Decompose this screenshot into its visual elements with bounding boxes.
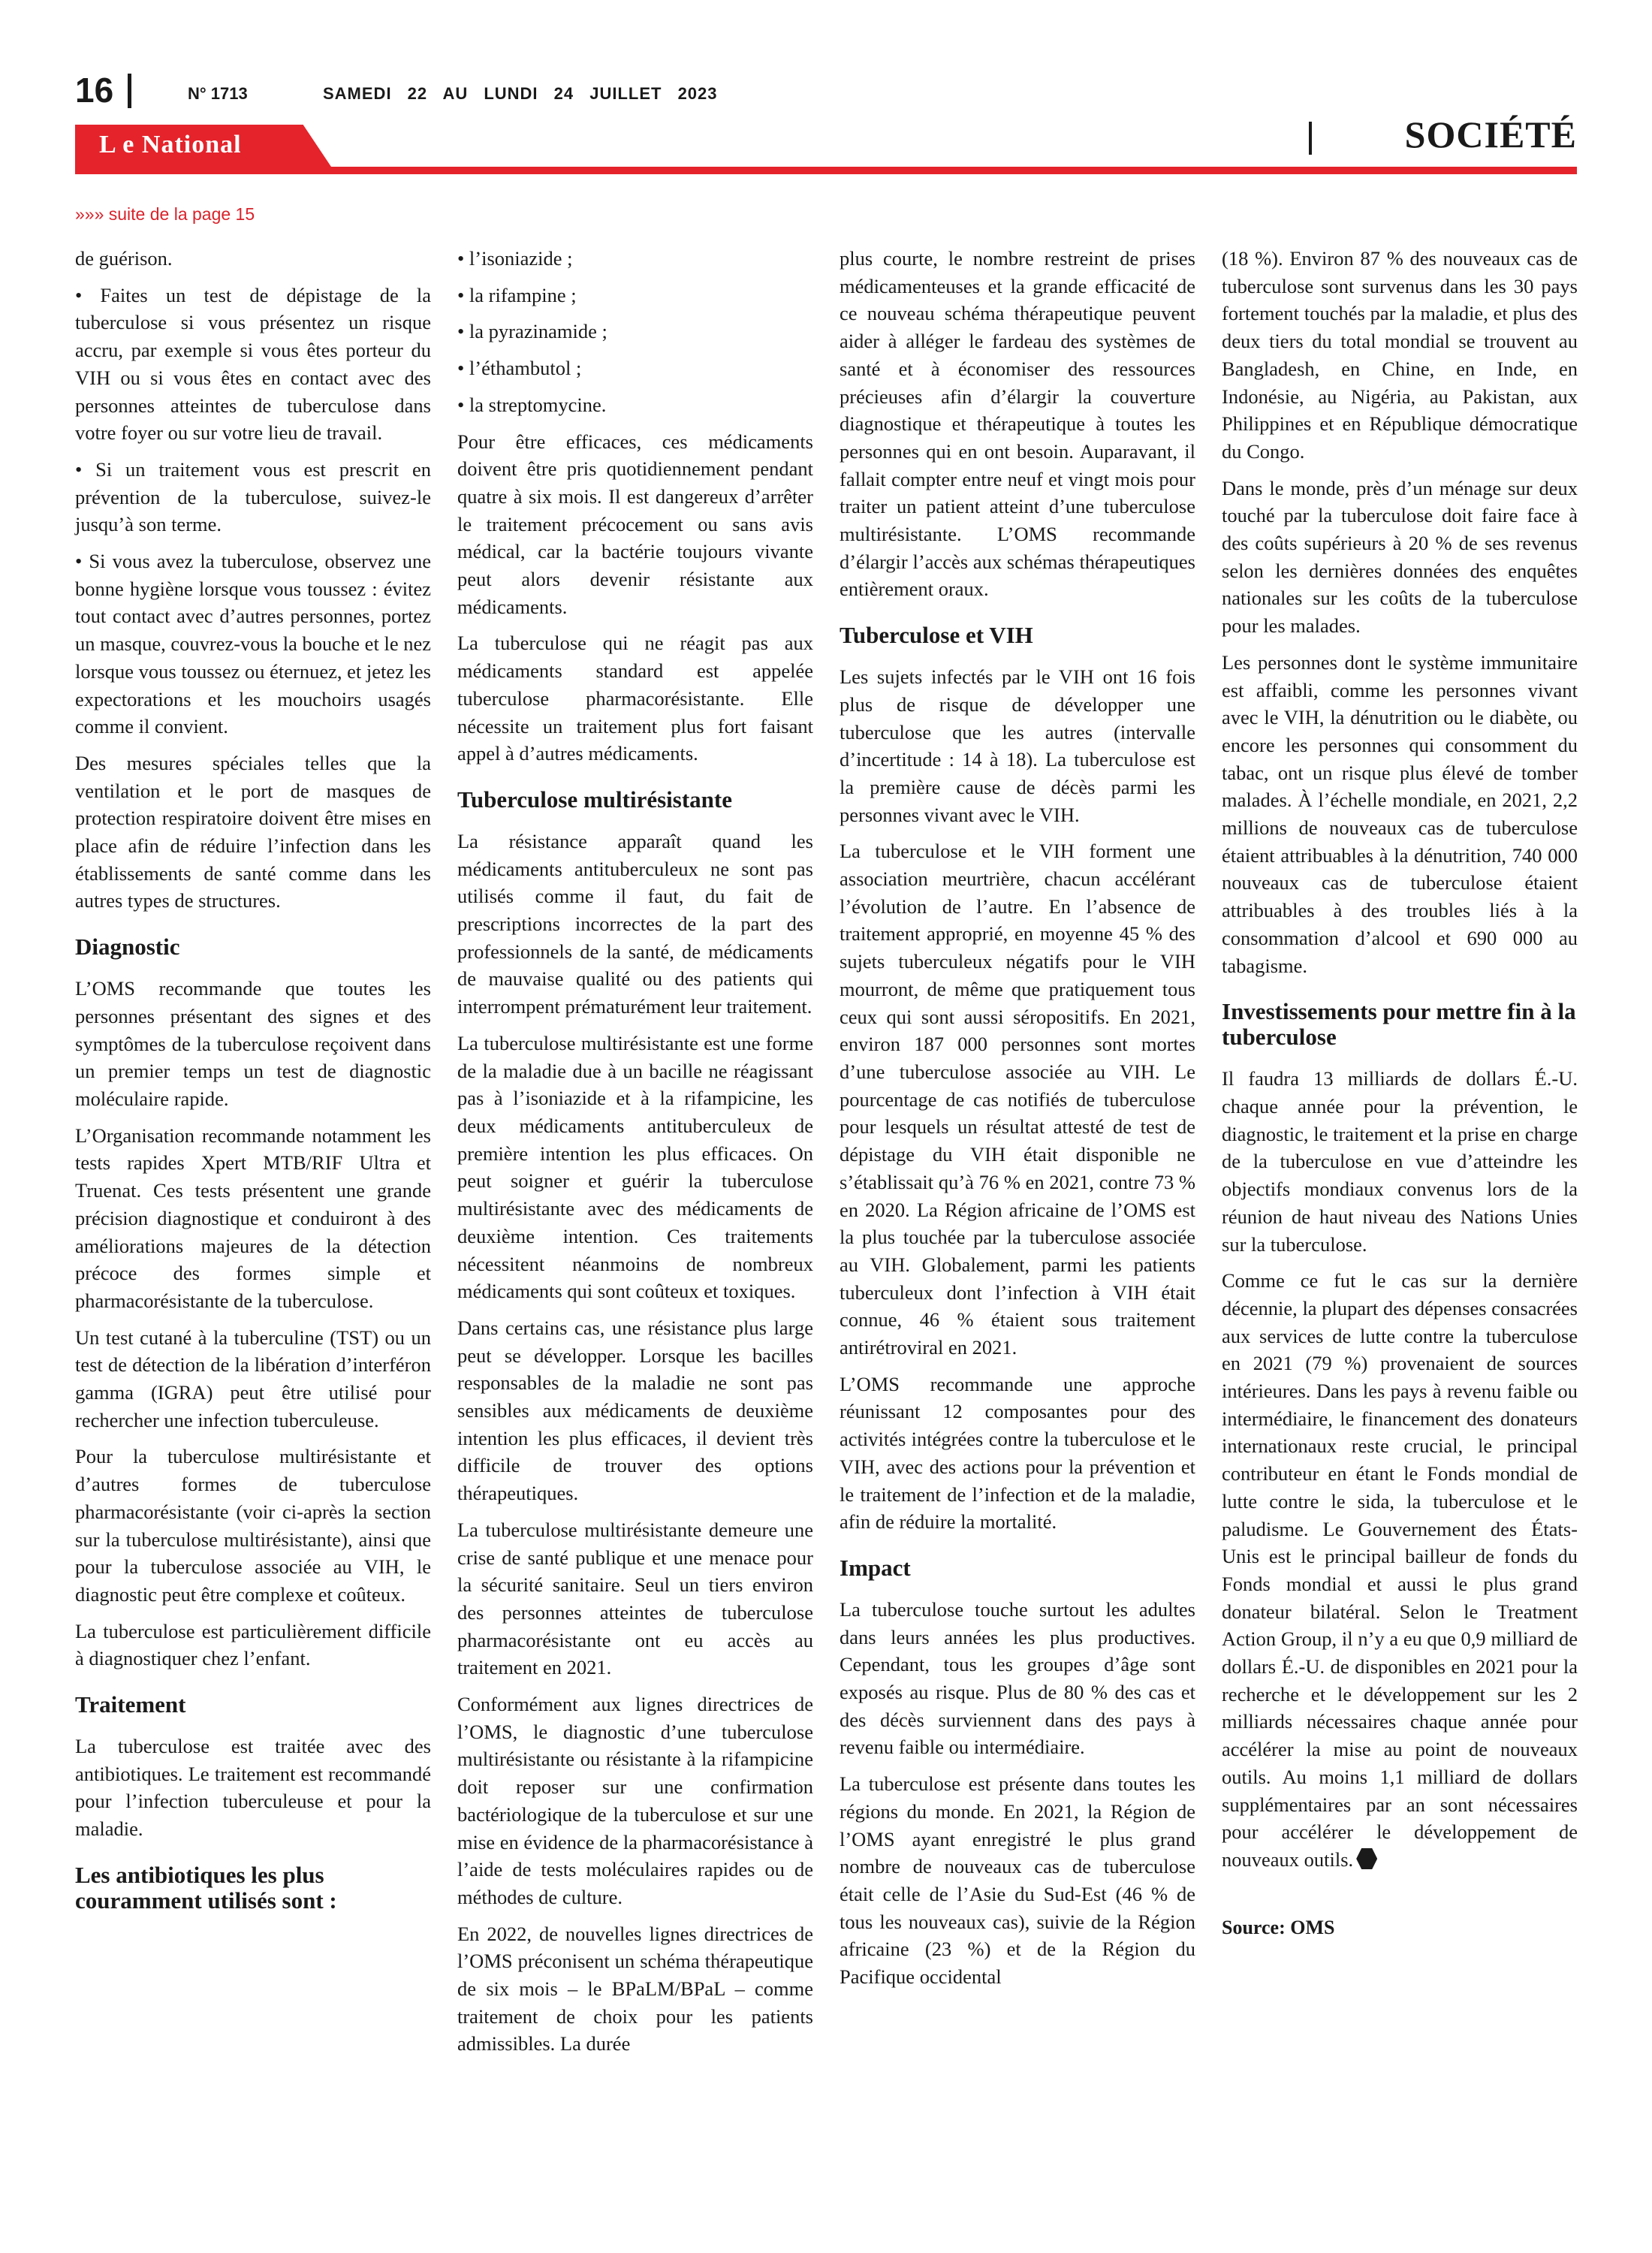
subheading-multiresistante: Tuberculose multirésistante bbox=[457, 786, 732, 813]
paragraph: Des mesures spéciales telles que la ventilation et le port de masques de protection respiratoire doivent être mises en place afin de réduire l’infection dans les établissements de santé comme dans les autres types de structures. bbox=[75, 751, 431, 912]
newspaper-brand: L e National bbox=[99, 131, 242, 158]
bullet-paragraph: • Si un traitement vous est prescrit en prévention de la tuberculose, suivez-le jusqu’à son terme. bbox=[75, 457, 431, 536]
article-end-icon bbox=[1356, 1848, 1377, 1869]
list-item: • l’éthambutol ; bbox=[457, 357, 582, 380]
subheading-tuberculose-vih: Tuberculose et VIH bbox=[840, 622, 1033, 649]
paragraph: L’OMS recommande que toutes les personnes présentant des signes et des symptômes de la tuberculose reçoivent dans un premier temps un test de diagnostic moléculaire rapide. bbox=[75, 977, 431, 1110]
paragraph: La résistance apparaît quand les médicaments antituberculeux ne sont pas utilisés comme il faut, du fait de prescriptions incorrectes de la part des professionnels de la santé, de médicaments de mauvaise qualité ou des patients qui interrompent prématurément leur traitement. bbox=[457, 829, 813, 1018]
paragraph: Pour être efficaces, ces médicaments doivent être pris quotidiennement pendant quatre à six mois. Il est dangereux d’arrêter le traitement précocement ou sans avis médical, car la bactérie toujours vivante peut alors devenir résistante aux médicaments. bbox=[457, 430, 813, 618]
subheading-impact: Impact bbox=[840, 1554, 911, 1581]
paragraph: L’Organisation recommande notamment les tests rapides Xpert MTB/RIF Ultra et Truenat. Ces tests présentent une grande précision diagnostique et conduiront à des améliorations majeures de la détection précoce des formes simple et pharmacorésistante de la tuberculose. bbox=[75, 1123, 431, 1312]
bullet-paragraph: • Si vous avez la tuberculose, observez une bonne hygiène lorsque vous toussez : évitez tout contact avec d’autres personnes, portez un masque, couvrez-vous la bouche et le nez lorsque vous toussez ou éternuez, et jetez les expectorations et les mouchoirs usagés comme il convient. bbox=[75, 550, 431, 738]
article-column-2 bbox=[457, 245, 813, 2067]
section-divider bbox=[1309, 122, 1312, 155]
subheading-antibiotiques: Les antibiotiques les plus couramment utilisés sont : bbox=[75, 1861, 337, 1914]
page-number: 16 bbox=[75, 71, 114, 110]
paragraph: La tuberculose touche surtout les adultes dans leurs années les plus productives. Cependant, tous les groupes d’âge sont exposés au risque. Plus de 80 % des cas et des décès surviennent dans des pays à revenu faible ou intermédiaire. bbox=[840, 1597, 1195, 1759]
paragraph: Dans le monde, près d’un ménage sur deux touché par la tuberculose doit faire face à des coûts supérieurs à 20 % de ses revenus selon les dernières données des enquêtes nationales sur les coûts de la tuberculose pour les malades. bbox=[1222, 476, 1578, 638]
page-number-divider bbox=[128, 74, 131, 108]
paragraph: Les sujets infectés par le VIH ont 16 fois plus de risque de développer une tuberculose que les autres (intervalle d’incertitude : 14 à 18). La tuberculose est la première cause de décès parmi les personnes vivant avec le VIH. bbox=[840, 665, 1195, 826]
subheading-investissements: Investissements pour mettre fin à la tuberculose bbox=[1222, 998, 1576, 1051]
list-item: • l’isoniazide ; bbox=[457, 247, 573, 270]
paragraph: L’OMS recommande une approche réunissant 12 composantes pour des activités intégrées contre la tuberculose et le VIH, avec des actions pour la prévention et le traitement de l’infection et de la maladie, afin de réduire la mortalité. bbox=[840, 1372, 1195, 1534]
paragraph: La tuberculose multirésistante est une forme de la maladie due à un bacille ne réagissant pas à l’isoniazide et à la rifampicine, les deux médicaments antituberculeux de première intention les plus efficaces. On peut soigner et guérir la tuberculose multirésistante avec des médicaments de deuxième intention. Ces traitements nécessitent néanmoins de nombreux médicaments qui sont coûteux et toxiques. bbox=[457, 1031, 813, 1303]
paragraph: de guérison. bbox=[75, 247, 173, 270]
subheading-traitement: Traitement bbox=[75, 1691, 186, 1718]
paragraph: Pour la tuberculose multirésistante et d’autres formes de tuberculose pharmacorésistante (voir ci-après la section sur la tuberculose multirésistante), ainsi que pour la tuberculose associée au VIH, le diagnostic peut être complexe et coûteux. bbox=[75, 1445, 431, 1606]
article-column-4 bbox=[1222, 245, 1578, 1941]
source-credit: Source: OMS bbox=[1222, 1916, 1335, 1938]
paragraph: plus courte, le nombre restreint de prises médicamenteuses et la grande efficacité de ce nouveau schéma thérapeutique peuvent aider à alléger le fardeau des systèmes de santé et à économiser des ressources précieuses afin d’élargir la couverture diagnostique et thérapeutique à toutes les personnes qui en ont besoin. Auparavant, il fallait compter entre neuf et vingt mois pour traiter un patient atteint d’une tuberculose multirésistante. L’OMS recommande d’élargir l’accès aux schémas thérapeutiques entièrement oraux. bbox=[840, 247, 1195, 601]
paragraph: La tuberculose multirésistante demeure une crise de santé publique et une menace pour la sécurité sanitaire. Seul un tiers environ des personnes atteintes de tuberculose pharmacorésistante ont eu accès au traitement en 2021. bbox=[457, 1518, 813, 1679]
bullet-paragraph: • Faites un test de dépistage de la tuberculose si vous présentez un risque accru, par exemple si vous êtes porteur du VIH ou si vous êtes en contact avec des personnes atteintes de tuberculose dans votre foyer ou sur votre lieu de travail. bbox=[75, 283, 431, 445]
subheading-diagnostic: Diagnostic bbox=[75, 933, 180, 961]
article-column-1 bbox=[75, 245, 431, 1929]
paragraph: La tuberculose est particulièrement difficile à diagnostiquer chez l’enfant. bbox=[75, 1619, 431, 1670]
article-column-3 bbox=[840, 245, 1195, 2000]
paragraph: Conformément aux lignes directrices de l’OMS, le diagnostic d’une tuberculose multirésistante ou résistante à la rifampicine doit reposer sur une confirmation bactériologique de la tuberculose et sur une mise en évidence de la pharmacorésistance à l’aide de tests moléculaires rapides ou de méthodes de culture. bbox=[457, 1693, 813, 1908]
paragraph: Les personnes dont le système immunitaire est affaibli, comme les personnes vivant avec le VIH, la dénutrition ou le diabète, ou encore les personnes qui consomment du tabac, ont un risque plus élevé de tomber malades. À l’échelle mondiale, en 2021, 2,2 millions de nouveaux cas de tuberculose étaient attribuables à la dénutrition, 740 000 nouveaux cas de tuberculose étaient attribuables à des troubles liés à la consommation d’alcool et 690 000 au tabagisme. bbox=[1222, 650, 1578, 977]
issue-number: N° 1713 bbox=[188, 84, 248, 103]
paragraph: La tuberculose et le VIH forment une association meurtrière, chacun accélérant l’évolution de l’autre. En l’absence de traitement approprié, en moyenne 45 % des sujets tuberculeux négatifs pour le VIH mourront, de même que pratiquement tous ceux qui sont aussi séropositifs. En 2021, environ 187 000 personnes sont mortes d’une tuberculose associée au VIH. Le pourcentage de cas notifiés de tuberculose pour lesquels un résultat attesté de test de dépistage du VIH était disponible ne s’établissait qu’à 76 % en 2021, contre 73 % en 2020. La Région africaine de l’OMS est la plus touchée par la tuberculose associée au VIH. Globalement, parmi les patients tuberculeux dont l’infection à VIH était connue, 46 % étaient sous traitement antirétroviral en 2021. bbox=[840, 840, 1195, 1359]
list-item: • la streptomycine. bbox=[457, 393, 607, 416]
list-item: • la rifampine ; bbox=[457, 283, 577, 306]
paragraph: Un test cutané à la tuberculine (TST) ou un test de détection de la libération d’interféron gamma (IGRA) peut être utilisé pour rechercher une infection tuberculeuse. bbox=[75, 1326, 431, 1431]
final-paragraph-text: Comme ce fut le cas sur la dernière décennie, la plupart des dépenses consacrées aux services de lutte contre la tuberculose en 2021 (79 %) provenaient de sources intérieures. Dans les pays à revenu faible ou intermédiaire, le financement des donateurs internationaux reste crucial, le principal contributeur en étant le Fonds mondial de lutte contre le sida, la tuberculose et le paludisme. Le Gouvernement des États-Unis est le principal bailleur de fonds du Fonds mondial et aussi le plus grand donateur bilatéral. Selon le Treatment Action Group, il n’y a eu que 0,9 milliard de dollars É.-U. de disponibles en 2021 pour la recherche et le développement sur les 2 milliards nécessaires chaque année pour accélérer la mise au point de nouveaux outils. Au moins 1,1 milliard de dollars supplémentaires par an sont nécessaires pour accélérer le développement de nouveaux outils. bbox=[1222, 1269, 1578, 1871]
paragraph: En 2022, de nouvelles lignes directrices de l’OMS préconisent un schéma thérapeutique de six mois – le BPaLM/BPaL – comme traitement de choix pour les patients admissibles. La durée bbox=[457, 1922, 813, 2055]
continued-from-label: »»» suite de la page 15 bbox=[75, 204, 255, 224]
paragraph: Dans certains cas, une résistance plus large peut se développer. Lorsque les bacilles responsables de la maladie ne sont pas sensibles aux médicaments de deuxième intention les plus efficaces, il devient très difficile de trouver des options thérapeutiques. bbox=[457, 1316, 813, 1505]
paragraph: La tuberculose est présente dans toutes les régions du monde. En 2021, la Région de l’OMS ayant enregistré le plus grand nombre de nouveaux cas de tuberculose était celle de l’Asie du Sud-Est (46 % de tous les nouveaux cas), suivie de la Région africaine (23 %) et de la Région du Pacifique occidental bbox=[840, 1772, 1195, 1989]
paragraph: La tuberculose qui ne réagit pas aux médicaments standard est appelée tuberculose pharmacorésistante. Elle nécessite un traitement plus fort faisant appel à d’autres médicaments. bbox=[457, 632, 813, 765]
paragraph: (18 %). Environ 87 % des nouveaux cas de tuberculose sont survenus dans les 30 pays fortement touchés par la maladie, et plus des deux tiers du total mondial se trouvent au Bangladesh, en Chine, en Inde, en Indonésie, au Nigéria, au Pakistan, aux Philippines et en République démocratique du Congo. bbox=[1222, 247, 1578, 463]
paragraph-final bbox=[1222, 1267, 1578, 1873]
list-item: • la pyrazinamide ; bbox=[457, 320, 607, 343]
paragraph: Il faudra 13 milliards de dollars É.-U. chaque année pour la prévention, le diagnostic, le traitement et la prise en charge de la tuberculose en vue d’atteindre les objectifs mondiaux convenus lors de la réunion de haut niveau des Nations Unies sur la tuberculose. bbox=[1222, 1067, 1578, 1256]
masthead-top bbox=[75, 69, 1577, 114]
issue-date: SAMEDI 22 AU LUNDI 24 JUILLET 2023 bbox=[323, 84, 718, 103]
paragraph: La tuberculose est traitée avec des antibiotiques. Le traitement est recommandé pour l’infection tuberculeuse et pour la maladie. bbox=[75, 1735, 431, 1841]
section-title: SOCIÉTÉ bbox=[1404, 113, 1577, 155]
